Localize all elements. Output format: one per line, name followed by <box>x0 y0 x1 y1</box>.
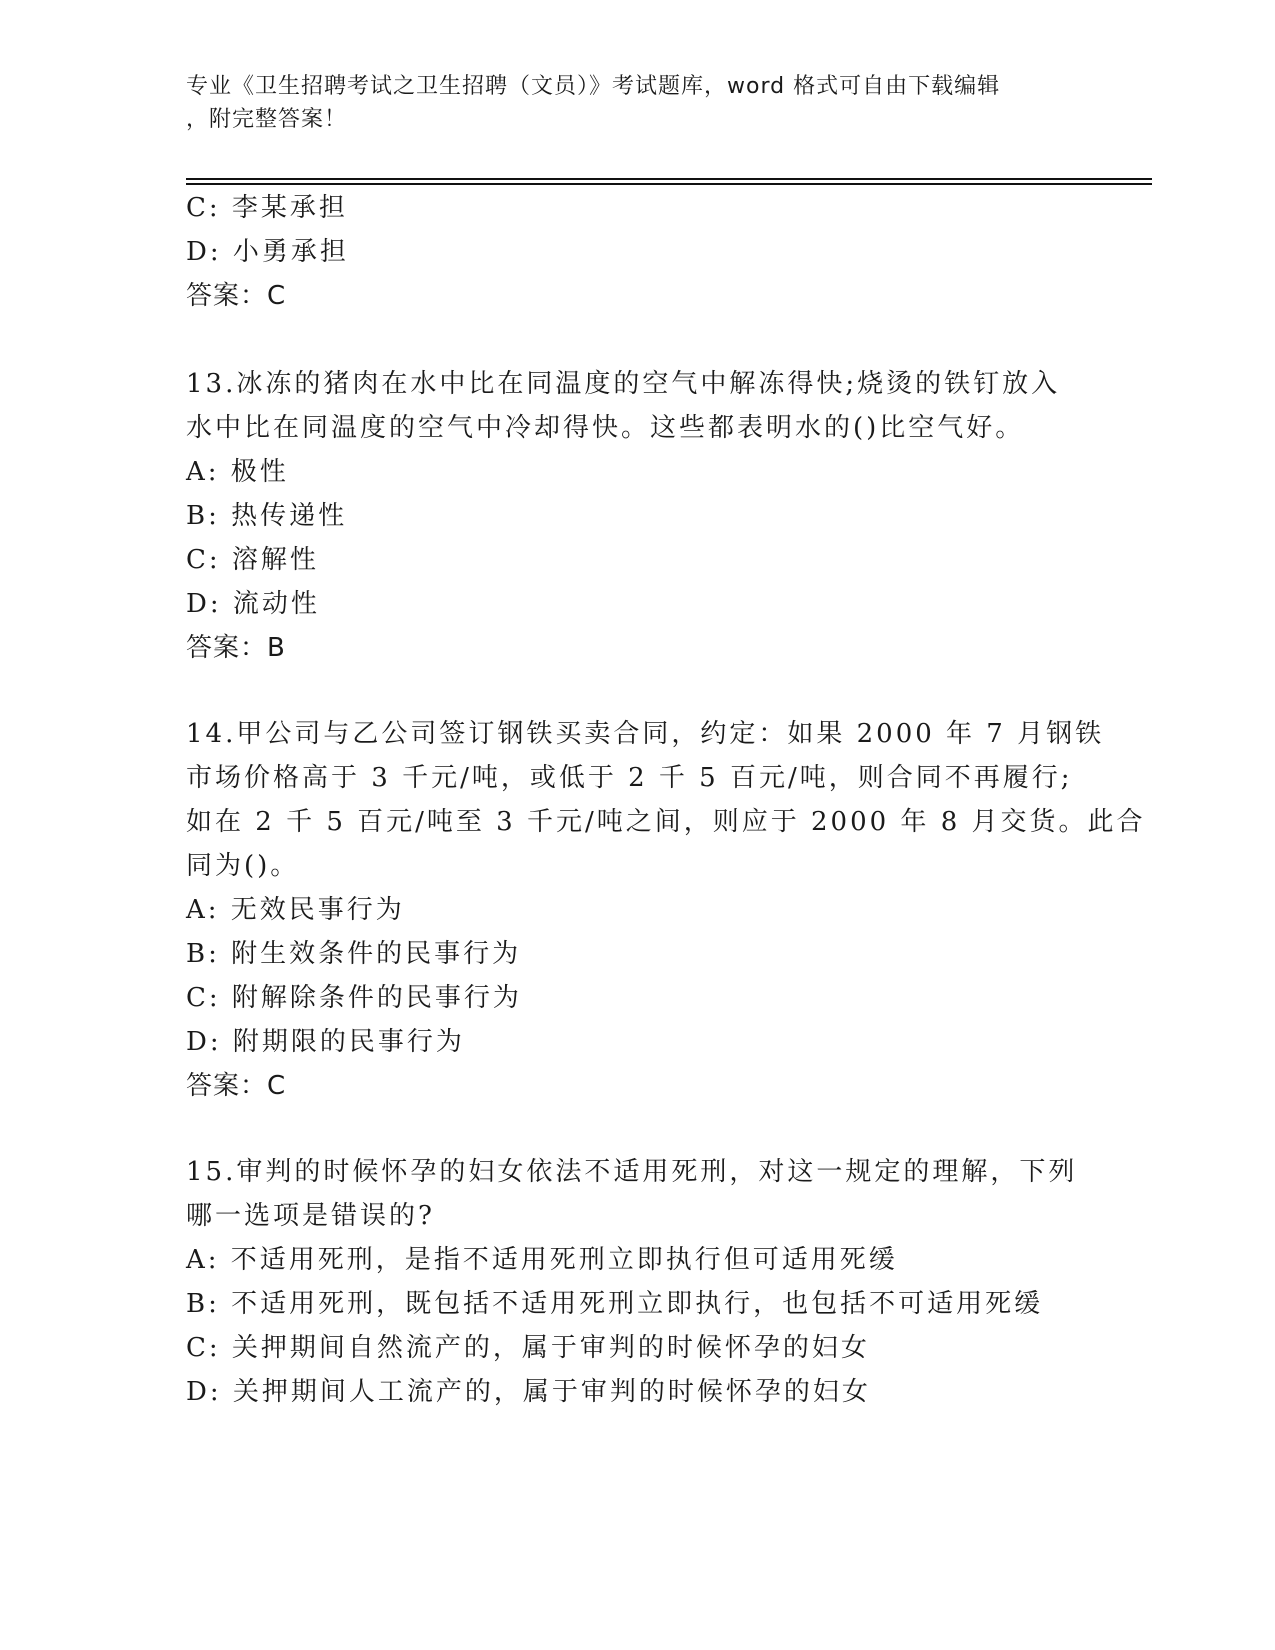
header-divider-top <box>186 178 1152 180</box>
q15-option-c: C: 关押期间自然流产的，属于审判的时候怀孕的妇女 <box>186 1333 870 1363</box>
q15-option-d: D: 关押期间人工流产的，属于审判的时候怀孕的妇女 <box>186 1377 871 1407</box>
q14-option-b: B: 附生效条件的民事行为 <box>186 939 522 969</box>
q14-stem-line-3: 如在 2 千 5 百元/吨至 3 千元/吨之间，则应于 2000 年 8 月交货。此合 <box>186 807 1146 837</box>
q14-stem-line-1: 14.甲公司与乙公司签订钢铁买卖合同，约定：如果 2000 年 7 月钢铁 <box>186 719 1105 749</box>
q12-answer: 答案：C <box>186 281 287 311</box>
document-header <box>186 70 1086 136</box>
header-line-2: ，附完整答案！ <box>186 107 348 132</box>
q13-stem-line-1: 13.冰冻的猪肉在水中比在同温度的空气中解冻得快;烧烫的铁钉放入 <box>186 369 1061 399</box>
q14-stem-line-2: 市场价格高于 3 千元/吨，或低于 2 千 5 百元/吨，则合同不再履行; <box>186 763 1073 793</box>
q14-option-a: A: 无效民事行为 <box>186 895 405 925</box>
q14-answer: 答案：C <box>186 1071 287 1101</box>
q13-stem-line-2: 水中比在同温度的空气中冷却得快。这些都表明水的()比空气好。 <box>186 413 1025 443</box>
header-line-1: 专业《卫生招聘考试之卫生招聘（文员）》考试题库，word 格式可自由下载编辑 <box>186 74 1001 99</box>
q14-stem-line-4: 同为()。 <box>186 851 300 881</box>
q15-stem-line-1: 15.审判的时候怀孕的妇女依法不适用死刑，对这一规定的理解，下列 <box>186 1157 1078 1187</box>
q12-option-c: C: 李某承担 <box>186 193 348 223</box>
q13-answer: 答案：B <box>186 633 286 663</box>
q13-option-b: B: 热传递性 <box>186 501 348 531</box>
q13-option-c: C: 溶解性 <box>186 545 319 575</box>
q15-option-b: B: 不适用死刑，既包括不适用死刑立即执行，也包括不可适用死缓 <box>186 1289 1044 1319</box>
q13-option-a: A: 极性 <box>186 457 289 487</box>
header-divider-bottom <box>186 183 1152 185</box>
q13-option-d: D: 流动性 <box>186 589 320 619</box>
q12-option-d: D: 小勇承担 <box>186 237 349 267</box>
q14-option-d: D: 附期限的民事行为 <box>186 1027 465 1057</box>
q14-option-c: C: 附解除条件的民事行为 <box>186 983 522 1013</box>
q15-stem-line-2: 哪一选项是错误的? <box>186 1201 435 1231</box>
q15-option-a: A: 不适用死刑，是指不适用死刑立即执行但可适用死缓 <box>186 1245 898 1275</box>
